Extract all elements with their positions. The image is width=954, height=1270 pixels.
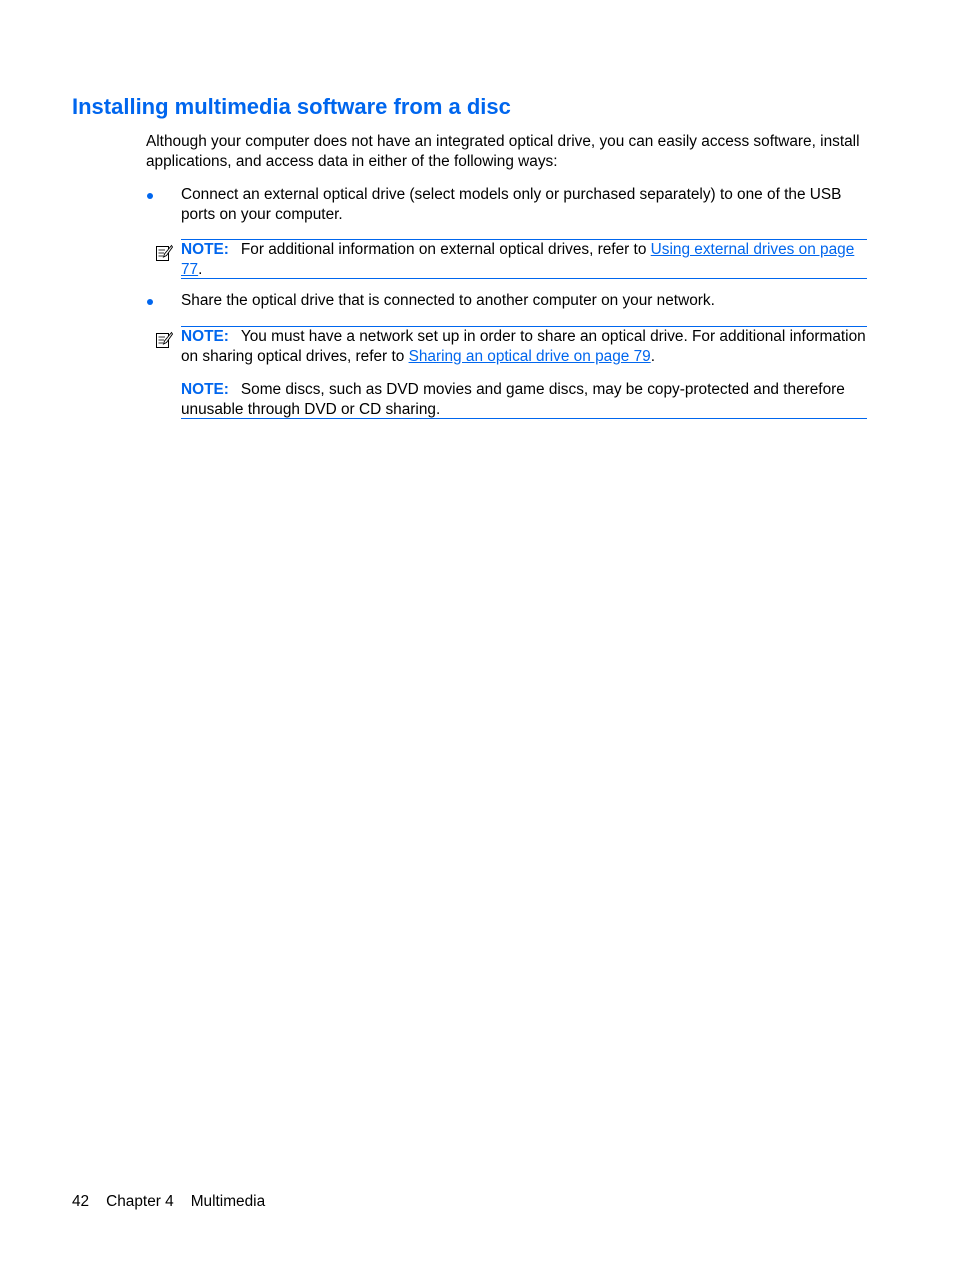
note-text-after: .	[198, 260, 203, 278]
page-title: Installing multimedia software from a disc	[72, 94, 511, 119]
list-item	[146, 291, 868, 311]
note-text	[181, 380, 867, 419]
page-footer	[72, 1192, 282, 1212]
note-text	[181, 240, 867, 279]
list-item	[146, 185, 868, 224]
note-box	[181, 326, 867, 419]
note-label: NOTE:	[181, 241, 229, 258]
note-text-after: .	[650, 347, 655, 365]
page-number: 42	[72, 1193, 90, 1210]
bullet-dot-icon	[147, 193, 153, 199]
link-sharing-optical-drive[interactable]: Sharing an optical drive on page 79	[408, 347, 651, 365]
intro-paragraph: Although your computer does not have an integrated optical drive, you can easily access software, install applications, and access data in either of the following ways:	[146, 133, 860, 170]
note-text	[181, 327, 867, 366]
link-using-external-drives[interactable]: Using external drives on page 77	[181, 241, 855, 278]
note-pencil-icon	[155, 331, 173, 349]
note-pencil-icon	[155, 244, 173, 262]
note-label: NOTE:	[181, 381, 229, 398]
chapter-label: Chapter 4	[106, 1193, 174, 1210]
section-label: Multimedia	[190, 1193, 266, 1210]
note-box	[181, 239, 867, 279]
note-text-before: For additional information on external optical drives, refer to	[240, 241, 651, 258]
list-item-text: Connect an external optical drive (select models only or purchased separately) to one of the USB ports on your computer.	[181, 186, 842, 223]
note-label: NOTE:	[181, 328, 229, 345]
bullet-dot-icon	[147, 299, 153, 305]
note-text-before: You must have a network set up in order to share an optical drive. For additional information on sharing optical drives, refer to	[181, 328, 866, 365]
list-item-text: Share the optical drive that is connected to another computer on your network.	[181, 292, 715, 309]
note-text-body: Some discs, such as DVD movies and game discs, may be copy-protected and therefore unusable through DVD or CD sharing.	[181, 381, 845, 418]
